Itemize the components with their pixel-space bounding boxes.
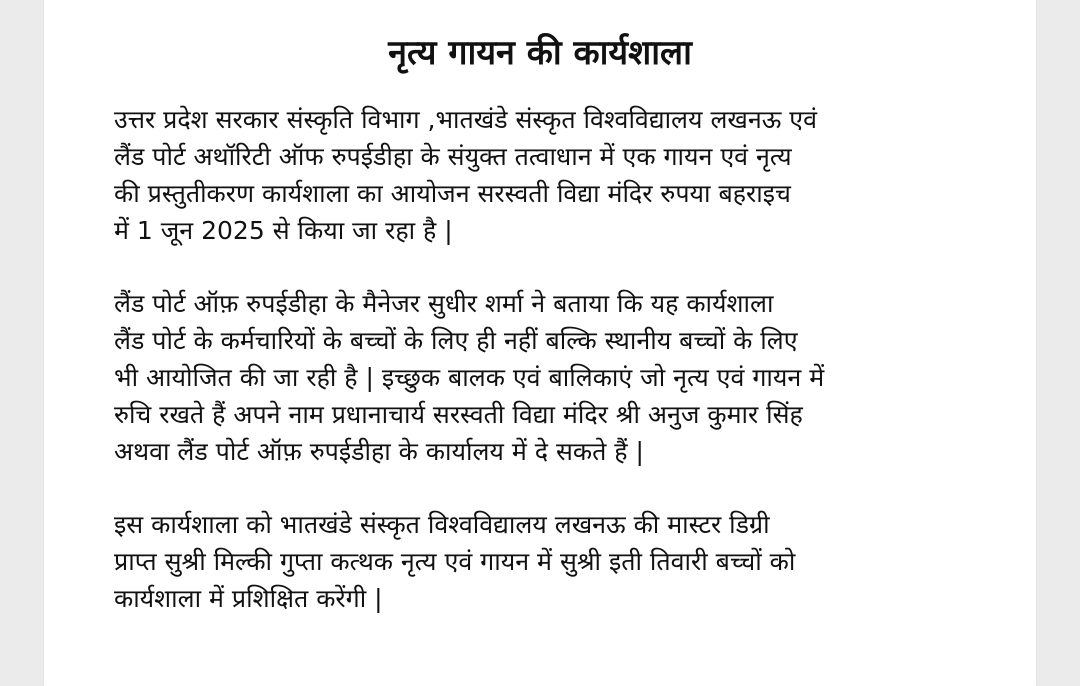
paragraph-line: में 1 जून 2025 से किया जा रहा है | [114, 216, 453, 245]
paragraph-line: भी आयोजित की जा रही है | इच्छुक बालक एवं बालिकाएं जो नृत्य एवं गायन में [114, 363, 825, 392]
paragraph-2 [114, 285, 1014, 470]
paragraph-line: की प्रस्तुतीकरण कार्यशाला का आयोजन सरस्वती विद्या मंदिर रुपया बहराइच [114, 179, 791, 208]
paragraph-line: कार्यशाला में प्रशिक्षित करेंगी | [114, 584, 383, 613]
paragraph-line: लैंड पोर्ट के कर्मचारियों के बच्चों के लिए ही नहीं बल्कि स्थानीय बच्चों के लिए [114, 326, 798, 355]
paragraph-line: रुचि रखते हैं अपने नाम प्रधानाचार्य सरस्वती विद्या मंदिर श्री अनुज कुमार सिंह [114, 400, 803, 429]
paragraph-line: प्राप्त सुश्री मिल्की गुप्ता कत्थक नृत्य एवं गायन में सुश्री इती तिवारी बच्चों को [114, 547, 796, 576]
paragraph-line: लैंड पोर्ट ऑफ़ रुपईडीहा के मैनेजर सुधीर शर्मा ने बताया कि यह कार्यशाला [114, 289, 774, 318]
document-page [44, 0, 1036, 686]
paragraph-line: उत्तर प्रदेश सरकार संस्कृति विभाग ,भातखंडे संस्कृत विश्वविद्यालय लखनऊ एवं [114, 105, 818, 134]
paragraph-line: इस कार्यशाला को भातखंडे संस्कृत विश्वविद्यालय लखनऊ की मास्टर डिग्री [114, 510, 770, 539]
document-title: नृत्य गायन की कार्यशाला [388, 33, 692, 73]
paragraph-line: लैंड पोर्ट अथॉरिटी ऑफ रुपईडीहा के संयुक्त तत्वाधान में एक गायन एवं नृत्य [114, 142, 792, 171]
paragraph-line: अथवा लैंड पोर्ट ऑफ़ रुपईडीहा के कार्यालय में दे सकते हैं | [114, 437, 644, 466]
paragraph-1 [114, 101, 1014, 249]
paragraph-3 [114, 506, 1014, 617]
